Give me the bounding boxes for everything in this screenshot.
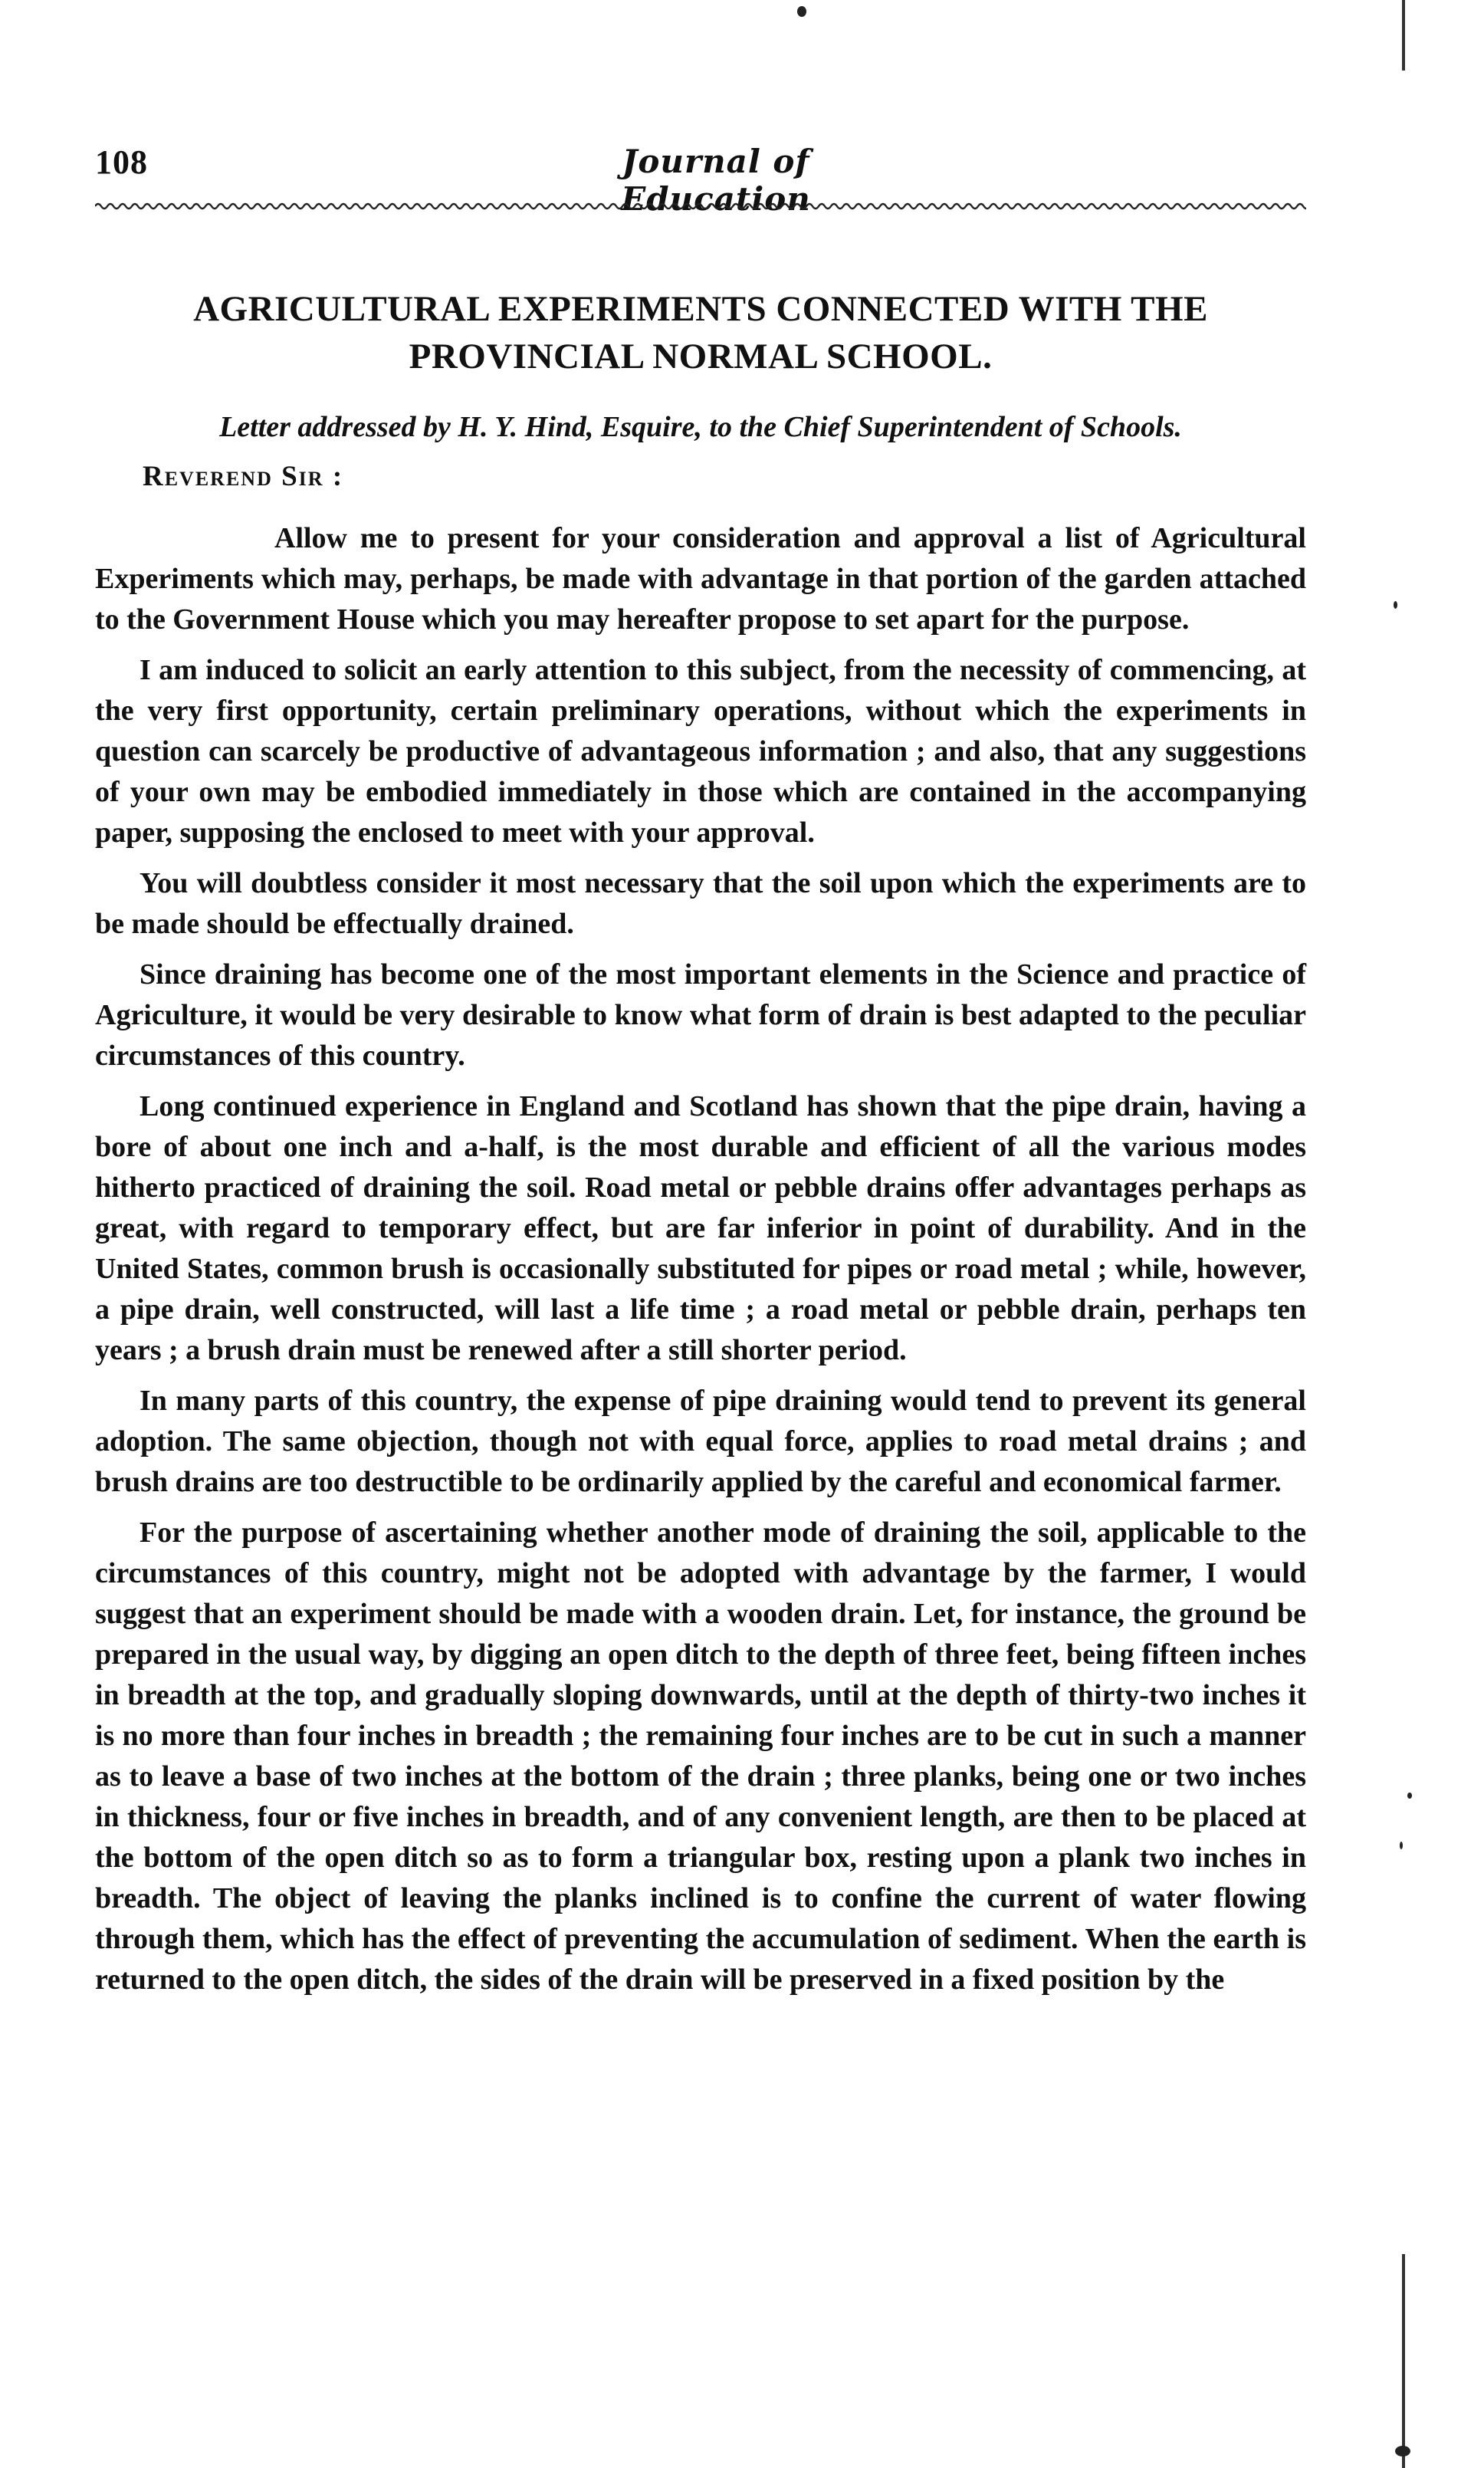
scan-speck bbox=[797, 6, 806, 17]
paragraph: Allow me to present for your consideration and approval a list of Agricultural Experiments which may, perhaps, be made with advantage in that portion of the garden attached to the Government House which you may hereafter propose to set apart for the purpose. bbox=[95, 522, 1306, 636]
page-header bbox=[95, 143, 1306, 218]
paragraph: You will doubtless consider it most necessary that the soil upon which the experiments are to be made should be effectually drained. bbox=[95, 867, 1306, 940]
page-number: 108 bbox=[95, 143, 148, 181]
paragraph: Long continued experience in England and Scotland has shown that the pipe drain, having a bore of about one inch and a-half, is the most durable and efficient of all the various modes hitherto practiced of draining the soil. Road metal or pebble drains offer advantages perhaps as great, with regard to temporary effect, but are far inferior in point of durability. And in the United States, common brush is occasionally substituted for pipes or road metal ; while, however, a pipe drain, well constructed, will last a life time ; a road metal or pebble drain, perhaps ten years ; a brush drain must be renewed after a still shorter period. bbox=[95, 1090, 1306, 1366]
margin-speck bbox=[1394, 601, 1397, 609]
margin-speck bbox=[1400, 1842, 1403, 1849]
article-byline: Letter addressed by H. Y. Hind, Esquire, to the Chief Superintendent of Schools. bbox=[219, 411, 1182, 443]
wavy-rule bbox=[95, 201, 1306, 212]
salutation: Reverend Sir : bbox=[143, 461, 344, 492]
page-edge-mark bbox=[1402, 0, 1405, 71]
page-edge-mark bbox=[1402, 2254, 1405, 2468]
article-title: AGRICULTURAL EXPERIMENTS CONNECTED WITH THE PROVINCIAL NORMAL SCHOOL. bbox=[193, 289, 1208, 376]
paragraph: For the purpose of ascertaining whether another mode of draining the soil, applicable to the circumstances of this country, might not be adopted with advantage by the farmer, I would suggest that an experiment should be made with a wooden drain. Let, for instance, the ground be prepared in the usual way, by digging an open ditch to the depth of three feet, being fifteen inches in breadth at the top, and gradually sloping downwards, until at the depth of thirty-two inches it is no more than four inches in breadth ; the remaining four inches are to be cut in such a manner as to leave a base of two inches at the bottom of the drain ; three planks, being one or two inches in thickness, four or five inches in breadth, and of any convenient length, are then to be placed at the bottom of the open ditch so as to form a triangular box, resting upon a plank two inches in breadth. The object of leaving the planks inclined is to confine the current of water flowing through them, which has the effect of preventing the accumulation of sediment. When the earth is returned to the open ditch, the sides of the drain will be preserved in a fixed position by the bbox=[95, 1517, 1306, 1996]
running-head: Journal of Education bbox=[621, 143, 811, 218]
paragraph: In many parts of this country, the expense of pipe draining would tend to prevent its general adoption. The same objection, though not with equal force, applies to road metal drains ; and brush drains are too destructible to be ordinarily applied by the careful and economical farmer. bbox=[95, 1385, 1306, 1498]
margin-speck bbox=[1395, 2446, 1410, 2456]
margin-speck bbox=[1407, 1793, 1412, 1799]
paragraph: Since draining has become one of the most important elements in the Science and practice of Agriculture, it would be very desirable to know what form of drain is best adapted to the peculiar circumstances of this country. bbox=[95, 958, 1306, 1072]
article-body bbox=[95, 518, 1306, 2010]
paragraph: I am induced to solicit an early attention to this subject, from the necessity of commencing, at the very first opportunity, certain preliminary operations, without which the experiments in question can scarcely be productive of advantageous information ; and also, that any suggestions of your own may be embodied immediately in those which are contained in the accompanying paper, supposing the enclosed to meet with your approval. bbox=[95, 654, 1306, 849]
